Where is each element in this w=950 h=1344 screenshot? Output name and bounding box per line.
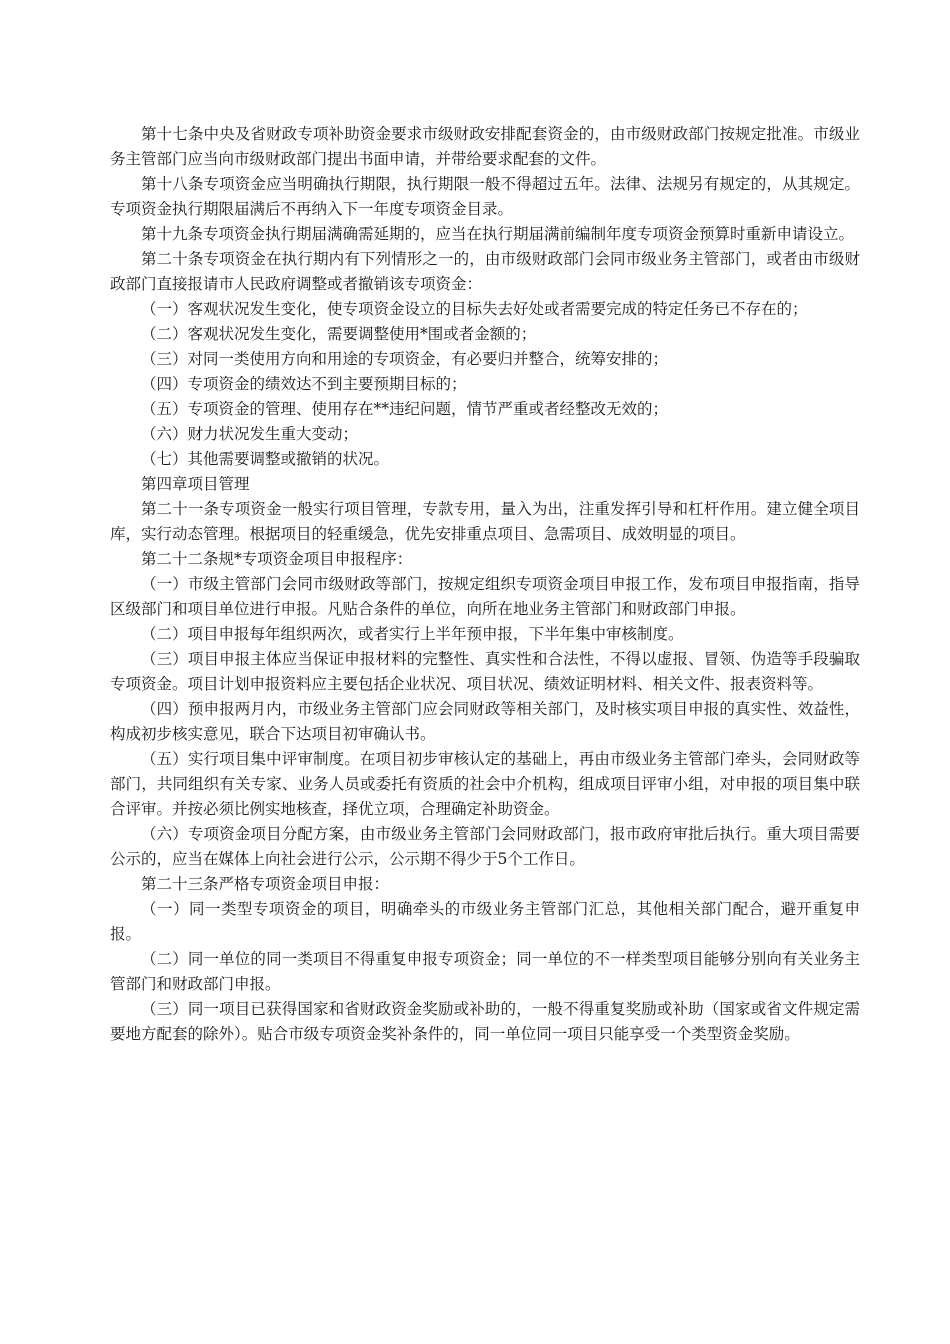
article-23-item-2: （二）同一单位的同一类项目不得重复申报专项资金；同一单位的不一样类型项目能够分别向有关业务主管部门和财政部门申报。	[110, 950, 860, 993]
article-20-item-4: （四）专项资金的绩效达不到主要预期目标的；	[141, 375, 467, 393]
article-22-item-4: （四）预申报两月内，市级业务主管部门应会同财政等相关部门，及时核实项目申报的真实性、效益性，构成初步核实意见，联合下达项目初审确认书。	[110, 700, 860, 743]
article-21-paragraph: 第二十一条专项资金一般实行项目管理，专款专用，量入为出，注重发挥引导和杠杆作用。建立健全项目库，实行动态管理。根据项目的轻重缓急，优先安排重点项目、急需项目、成效明显的项目。	[110, 500, 860, 543]
article-17-paragraph: 第十七条中央及省财政专项补助资金要求市级财政安排配套资金的，由市级财政部门按规定批准。市级业务主管部门应当向市级财政部门提出书面申请，并带给要求配套的文件。	[110, 125, 860, 168]
article-22-item-3: （三）项目申报主体应当保证申报材料的完整性、真实性和合法性，不得以虚报、冒领、伪造等手段骗取专项资金。项目计划申报资料应主要包括企业状况、项目状况、绩效证明材料、相关文件、报表资料等。	[110, 650, 860, 693]
article-22-item-2: （二）项目申报每年组织两次，或者实行上半年预申报，下半年集中审核制度。	[141, 625, 684, 643]
article-19-paragraph: 第十九条专项资金执行期届满确需延期的，应当在执行期届满前编制年度专项资金预算时重新申请设立。	[141, 225, 855, 243]
article-20-item-5: （五）专项资金的管理、使用存在**违纪问题，情节严重或者经整改无效的；	[141, 400, 669, 418]
article-23-item-1: （一）同一类型专项资金的项目，明确牵头的市级业务主管部门汇总，其他相关部门配合，避开重复申报。	[110, 900, 860, 943]
article-23-paragraph: 第二十三条严格专项资金项目申报：	[141, 875, 390, 893]
article-20-item-6: （六）财力状况发生重大变动；	[141, 425, 359, 443]
chapter-4-heading: 第四章项目管理	[141, 475, 250, 493]
article-23-item-3: （三）同一项目已获得国家和省财政资金奖励或补助的，一般不得重复奖励或补助（国家或省文件规定需要地方配套的除外）。贴合市级专项资金奖补条件的，同一单位同一项目只能享受一个类型资金奖励。	[110, 1000, 860, 1043]
article-20-item-7: （七）其他需要调整或撤销的状况。	[141, 450, 390, 468]
article-18-paragraph: 第十八条专项资金应当明确执行期限，执行期限一般不得超过五年。法律、法规另有规定的，从其规定。专项资金执行期限届满后不再纳入下一年度专项资金目录。	[110, 175, 860, 218]
article-22-item-5: （五）实行项目集中评审制度。在项目初步审核认定的基础上，再由市级业务主管部门牵头，会同财政等部门，共同组织有关专家、业务人员或委托有资质的社会中介机构，组成项目评审小组，对申报的项目集中联合评审。并按必须比例实地核查，择优立项，合理确定补助资金。	[110, 750, 860, 818]
article-20-item-3: （三）对同一类使用方向和用途的专项资金，有必要归并整合，统筹安排的；	[141, 350, 669, 368]
article-20-item-1: （一）客观状况发生变化，使专项资金设立的目标失去好处或者需要完成的特定任务已不存在的；	[141, 300, 808, 318]
article-20-paragraph: 第二十条专项资金在执行期内有下列情形之一的，由市级财政部门会同市级业务主管部门，或者由市级财政部门直接报请市人民政府调整或者撤销该专项资金：	[110, 250, 860, 293]
article-22-paragraph: 第二十二条规*专项资金项目申报程序：	[141, 550, 413, 568]
article-22-item-1: （一）市级主管部门会同市级财政等部门，按规定组织专项资金项目申报工作，发布项目申报指南，指导区级部门和项目单位进行申报。凡贴合条件的单位，向所在地业务主管部门和财政部门申报。	[110, 575, 860, 618]
article-22-item-6: （六）专项资金项目分配方案，由市级业务主管部门会同财政部门，报市政府审批后执行。重大项目需要公示的，应当在媒体上向社会进行公示，公示期不得少于5个工作日。	[110, 825, 860, 868]
article-20-item-2: （二）客观状况发生变化，需要调整使用*围或者金额的；	[141, 325, 537, 343]
document-body	[110, 122, 860, 1047]
